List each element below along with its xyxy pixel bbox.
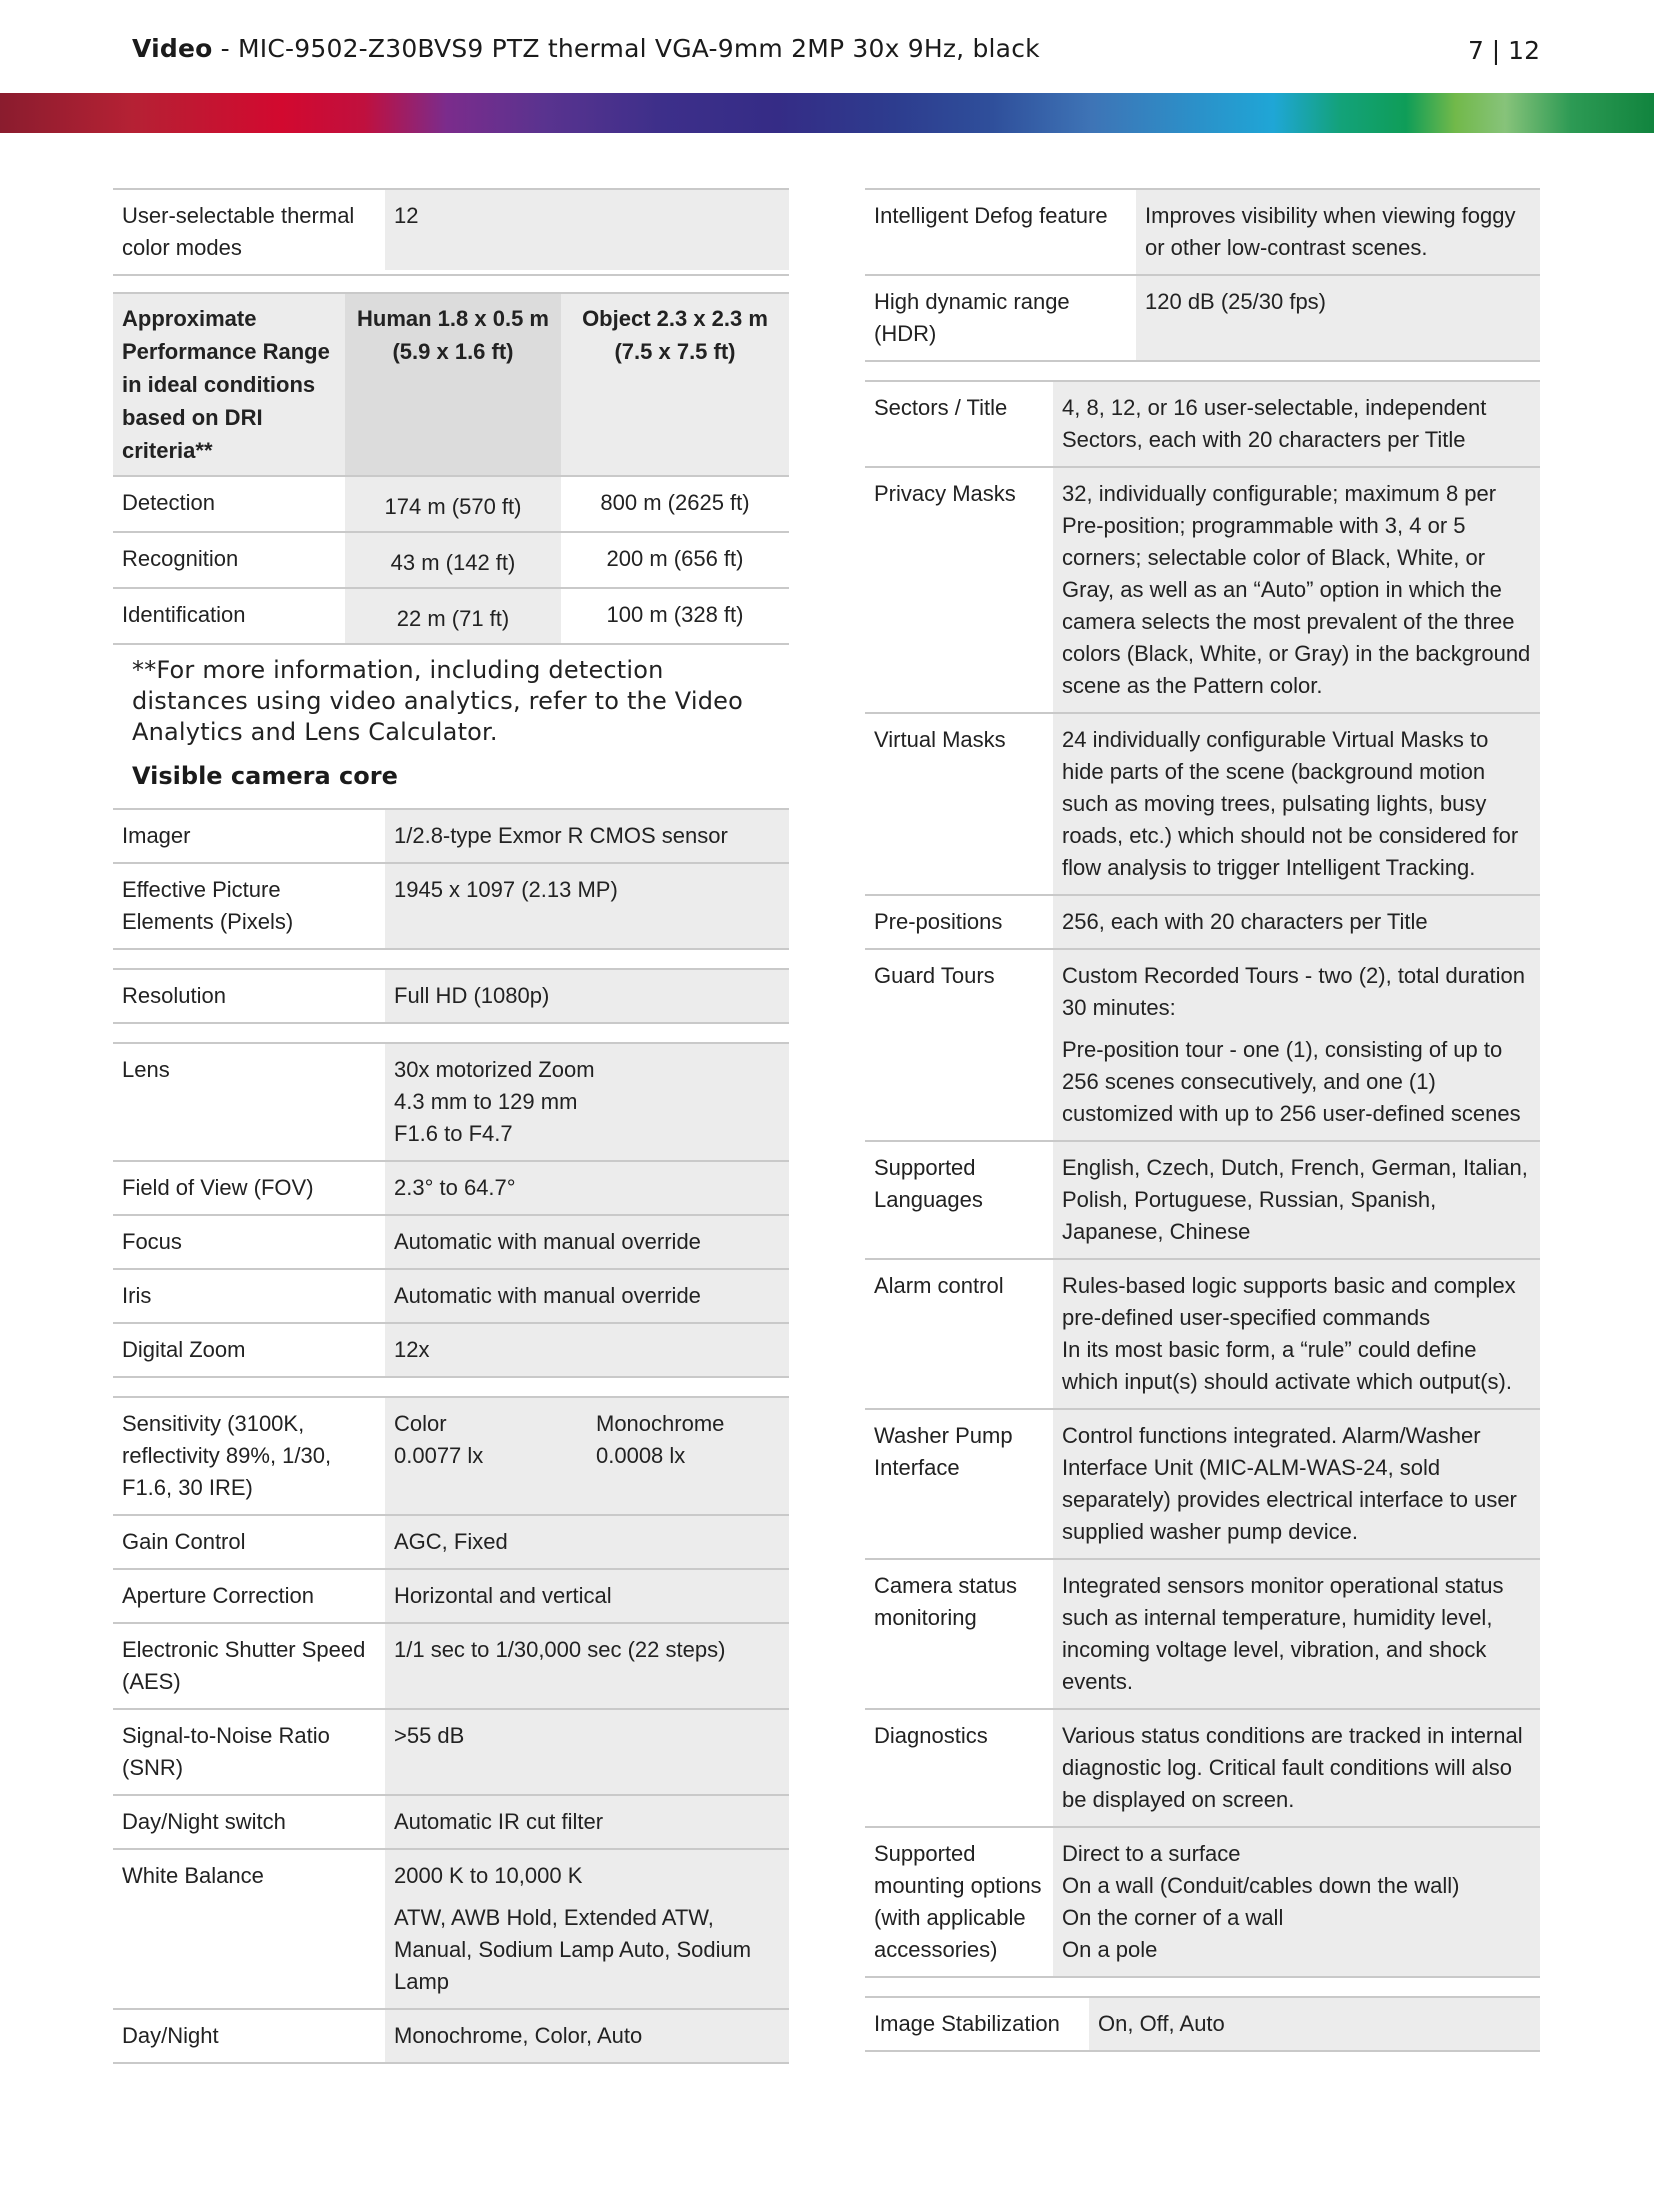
spec-value: 24 individually configurable Virtual Masks to hide parts of the scene (background motion such as moving trees, pulsating lights, busy roads, etc.) which should not be considered for flow analysis to trigger Intelligent Tracking. (1053, 714, 1540, 894)
spec-value: English, Czech, Dutch, French, German, Italian, Polish, Portuguese, Russian, Spanish, Japanese, Chinese (1053, 1142, 1540, 1258)
spec-row-daynight (113, 2008, 789, 2064)
white-balance-range: 2000 K to 10,000 K (394, 1863, 583, 1888)
spec-row-status-monitoring (865, 1558, 1540, 1708)
performance-row-recognition (113, 531, 789, 587)
sensitivity-monochrome (587, 1398, 789, 1514)
guard-tours-recorded: Custom Recorded Tours - two (2), total duration 30 minutes: (1062, 963, 1526, 1020)
document-title (132, 34, 1040, 63)
lens-aperture: F1.6 to F4.7 (394, 1121, 513, 1146)
spec-label: Iris (113, 1270, 385, 1322)
spec-value: 4, 8, 12, or 16 user-selectable, independent Sectors, each with 20 characters per Title (1053, 382, 1540, 466)
spec-row-snr (113, 1708, 789, 1794)
spec-value: Automatic with manual override (385, 1216, 789, 1268)
document-title-category: Video (132, 34, 213, 63)
spec-value (385, 1850, 789, 2008)
spec-label: Gain Control (113, 1516, 385, 1568)
spec-value: Automatic with manual override (385, 1270, 789, 1322)
spec-value: Automatic IR cut filter (385, 1796, 789, 1848)
alarm-control-basic: In its most basic form, a “rule” could define which input(s) should activate which output(s). (1062, 1337, 1512, 1394)
spec-label: Guard Tours (865, 950, 1053, 1140)
spec-label: Intelligent Defog feature (865, 190, 1136, 274)
spec-label: White Balance (113, 1850, 385, 2008)
spec-value: 120 dB (25/30 fps) (1136, 276, 1540, 360)
performance-human-value: 43 m (142 ft) (345, 533, 561, 587)
spec-row-defog (865, 188, 1540, 274)
spec-row-hdr (865, 274, 1540, 362)
mounting-option: Direct to a surface (1062, 1841, 1241, 1866)
page-header (132, 34, 1540, 74)
performance-human-value: 174 m (570 ft) (345, 477, 561, 531)
lens-zoom: 30x motorized Zoom (394, 1057, 595, 1082)
spec-label: Effective Picture Elements (Pixels) (113, 864, 385, 948)
spec-label: Signal-to-Noise Ratio (SNR) (113, 1710, 385, 1794)
spec-row-daynight-switch (113, 1794, 789, 1848)
spec-label: Diagnostics (865, 1710, 1053, 1826)
spec-row-imager (113, 808, 789, 862)
spec-value: Integrated sensors monitor operational status such as internal temperature, humidity level, incoming voltage level, vibration, and shock events. (1053, 1560, 1540, 1708)
spec-row-iris (113, 1268, 789, 1322)
spec-label: Virtual Masks (865, 714, 1053, 894)
spec-value: 32, individually configurable; maximum 8 per Pre-position; programmable with 3, 4 or 5 corners; selectable color of Black, White, or Gray, as well as an “Auto” option in which the camera selects the most prevalent of the three colors (Black, White, or Gray) in the background scene as the Pattern color. (1053, 468, 1540, 712)
spec-value: On, Off, Auto (1089, 1998, 1540, 2050)
spec-label: Electronic Shutter Speed (AES) (113, 1624, 385, 1708)
mounting-option: On a wall (Conduit/cables down the wall) (1062, 1873, 1460, 1898)
spec-row-shutter (113, 1622, 789, 1708)
spec-label: Aperture Correction (113, 1570, 385, 1622)
spec-row-fov (113, 1160, 789, 1214)
spec-row-aperture (113, 1568, 789, 1622)
spec-row-prepositions (865, 894, 1540, 948)
spec-label: Sectors / Title (865, 382, 1053, 466)
spec-value: Full HD (1080p) (385, 970, 789, 1022)
spec-label: Supported Languages (865, 1142, 1053, 1258)
white-balance-modes: ATW, AWB Hold, Extended ATW, Manual, Sodium Lamp Auto, Sodium Lamp (394, 1905, 752, 1994)
spec-row-focus (113, 1214, 789, 1268)
lens-focal-length: 4.3 mm to 129 mm (394, 1089, 578, 1114)
performance-table-header (113, 292, 789, 475)
spec-label: Supported mounting options (with applicable accessories) (865, 1828, 1053, 1976)
spec-value: 2.3° to 64.7° (385, 1162, 789, 1214)
spec-value (385, 1044, 789, 1160)
spec-value: >55 dB (385, 1710, 789, 1794)
spec-value (1053, 950, 1540, 1140)
spec-label: High dynamic range (HDR) (865, 276, 1136, 360)
performance-row-label: Identification (113, 589, 345, 643)
spec-row-diagnostics (865, 1708, 1540, 1826)
spec-row-virtual-masks (865, 712, 1540, 894)
spec-row-gain (113, 1514, 789, 1568)
performance-human-value: 22 m (71 ft) (345, 589, 561, 643)
spec-value: 1945 x 1097 (2.13 MP) (385, 864, 789, 948)
spec-label: Resolution (113, 970, 385, 1022)
spec-row-sectors (865, 380, 1540, 466)
spec-label: Imager (113, 810, 385, 862)
sensitivity-mono-label: Monochrome (596, 1411, 725, 1436)
spec-value: AGC, Fixed (385, 1516, 789, 1568)
spec-row-guard-tours (865, 948, 1540, 1140)
spec-value: Various status conditions are tracked in internal diagnostic log. Critical fault conditions will also be displayed on screen. (1053, 1710, 1540, 1826)
sensitivity-mono-value: 0.0008 lx (596, 1443, 686, 1468)
spec-value: 12x (385, 1324, 789, 1376)
spec-label: Day/Night switch (113, 1796, 385, 1848)
spec-row-washer (865, 1408, 1540, 1558)
mounting-option: On a pole (1062, 1937, 1158, 1962)
performance-row-identification (113, 587, 789, 645)
spec-value: Improves visibility when viewing foggy or other low-contrast scenes. (1136, 190, 1540, 274)
performance-header-object: Object 2.3 x 2.3 m (7.5 x 7.5 ft) (561, 294, 789, 475)
performance-object-value: 100 m (328 ft) (561, 589, 789, 643)
spec-row-privacy-masks (865, 466, 1540, 712)
spec-label: Alarm control (865, 1260, 1053, 1408)
spec-value (1053, 1828, 1540, 1976)
performance-header-human: Human 1.8 x 0.5 m (5.9 x 1.6 ft) (345, 294, 561, 475)
performance-row-label: Recognition (113, 533, 345, 587)
spec-value: Control functions integrated. Alarm/Washer Interface Unit (MIC-ALM-WAS-24, sold separately) provides electrical interface to user supplied washer pump device. (1053, 1410, 1540, 1558)
spec-label: Image Stabilization (865, 1998, 1089, 2050)
performance-header-label: Approximate Performance Range in ideal conditions based on DRI criteria** (113, 294, 345, 475)
performance-object-value: 200 m (656 ft) (561, 533, 789, 587)
spec-label: Field of View (FOV) (113, 1162, 385, 1214)
spec-row-thermal-modes (113, 188, 789, 276)
spec-value: Horizontal and vertical (385, 1570, 789, 1622)
spec-label: Washer Pump Interface (865, 1410, 1053, 1558)
spec-label: Day/Night (113, 2010, 385, 2062)
page-number: 7 | 12 (1467, 36, 1540, 65)
sensitivity-color (385, 1398, 587, 1514)
mounting-option: On the corner of a wall (1062, 1905, 1284, 1930)
performance-row-label: Detection (113, 477, 345, 531)
section-title-visible-camera-core: Visible camera core (132, 762, 398, 790)
spec-row-languages (865, 1140, 1540, 1258)
spec-label: Privacy Masks (865, 468, 1053, 712)
spec-label: Focus (113, 1216, 385, 1268)
spec-row-white-balance (113, 1848, 789, 2008)
sensitivity-color-label: Color (394, 1411, 447, 1436)
spec-row-lens (113, 1042, 789, 1160)
spec-row-digital-zoom (113, 1322, 789, 1378)
spec-row-sensitivity (113, 1396, 789, 1514)
spec-row-alarm-control (865, 1258, 1540, 1408)
spec-label: Lens (113, 1044, 385, 1160)
spec-value: Monochrome, Color, Auto (385, 2010, 789, 2062)
alarm-control-rules: Rules-based logic supports basic and complex pre-defined user-specified commands (1062, 1273, 1516, 1330)
left-spec-column (113, 188, 789, 2064)
document-title-product: - MIC-9502-Z30BVS9 PTZ thermal VGA-9mm 2MP 30x 9Hz, black (212, 34, 1040, 63)
right-spec-column (865, 188, 1540, 2052)
spec-label: Sensitivity (3100K, reflectivity 89%, 1/30, F1.6, 30 IRE) (113, 1398, 385, 1514)
spec-label: User-selectable thermal color modes (113, 190, 385, 274)
spec-label: Camera status monitoring (865, 1560, 1053, 1708)
spec-value: 256, each with 20 characters per Title (1053, 896, 1540, 948)
spec-label: Digital Zoom (113, 1324, 385, 1376)
spec-value: 1/1 sec to 1/30,000 sec (22 steps) (385, 1624, 789, 1708)
spec-row-stabilization (865, 1996, 1540, 2052)
performance-row-detection (113, 475, 789, 531)
spec-value (1053, 1260, 1540, 1408)
performance-object-value: 800 m (2625 ft) (561, 477, 789, 531)
sensitivity-color-value: 0.0077 lx (394, 1443, 484, 1468)
spec-value: 1/2.8-type Exmor R CMOS sensor (385, 810, 789, 862)
spec-row-mounting (865, 1826, 1540, 1978)
guard-tours-preposition: Pre-position tour - one (1), consisting of up to 256 scenes consecutively, and one (1) customized with up to 256 user-defined scenes (1062, 1037, 1521, 1126)
spec-row-resolution (113, 968, 789, 1024)
brand-color-band (0, 93, 1654, 133)
spec-value: 12 (385, 190, 789, 270)
footnote: **For more information, including detection distances using video analytics, refer to the Video Analytics and Lens Calculator. (132, 656, 743, 746)
spec-row-pixels (113, 862, 789, 950)
spec-label: Pre-positions (865, 896, 1053, 948)
